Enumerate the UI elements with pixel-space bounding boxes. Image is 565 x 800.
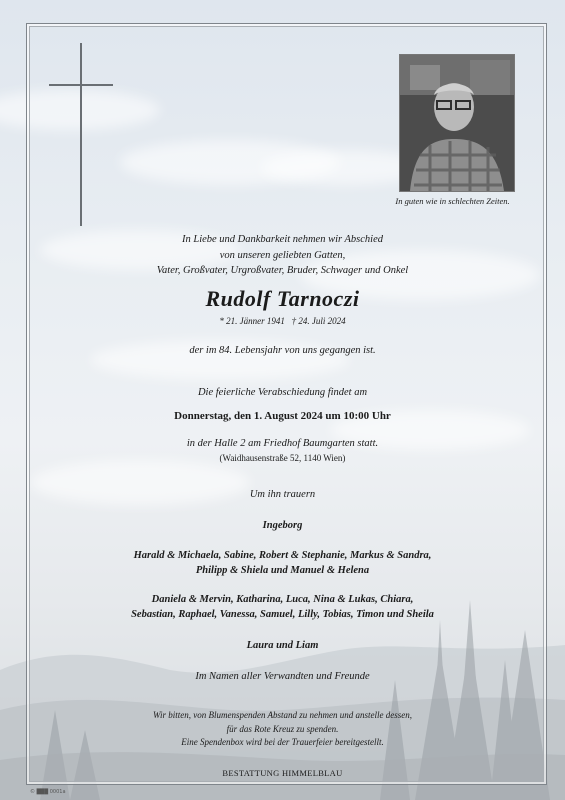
donation-line-2: für das Rote Kreuz zu spenden. xyxy=(226,724,339,734)
life-dates: * 21. Jänner 1941 † 24. Juli 2024 xyxy=(219,316,346,326)
family-group-1-line-2: Philipp & Shiela und Manuel & Helena xyxy=(195,565,370,576)
family-group-3: Laura und Liam xyxy=(246,640,319,651)
footer-code: © ███ 0001a xyxy=(30,789,66,795)
photo-caption: In guten wie in schlechten Zeiten. xyxy=(395,196,510,206)
relatives-line: Im Namen aller Verwandten und Freunde xyxy=(195,671,370,682)
cross-icon-vertical xyxy=(80,43,82,226)
funeral-home: BESTATTUNG HIMMELBLAU xyxy=(222,768,343,778)
farewell-date: Donnerstag, den 1. August 2024 um 10:00 Uhr xyxy=(174,410,391,422)
intro-line-1: In Liebe und Dankbarkeit nehmen wir Abschied xyxy=(181,234,384,245)
age-line: der im 84. Lebensjahr von uns gegangen ist. xyxy=(189,345,376,356)
portrait-photo xyxy=(400,55,514,191)
family-group-2-line-2: Sebastian, Raphael, Vanessa, Samuel, Lilly, Tobias, Timon und Sheila xyxy=(131,609,434,620)
mourners-intro: Um ihn trauern xyxy=(249,489,316,500)
deceased-name: Rudolf Tarnoczi xyxy=(205,286,360,311)
intro-line-2: von unseren geliebten Gatten, xyxy=(219,250,346,261)
farewell-place: in der Halle 2 am Friedhof Baumgarten statt. xyxy=(186,438,379,449)
farewell-intro: Die feierliche Verabschiedung findet am xyxy=(197,387,368,398)
intro-line-3: Vater, Großvater, Urgroßvater, Bruder, Schwager und Onkel xyxy=(156,265,409,276)
mourner-primary: Ingeborg xyxy=(262,520,303,531)
family-group-1-line-1: Harald & Michaela, Sabine, Robert & Stephanie, Markus & Sandra, xyxy=(133,550,432,561)
farewell-address: (Waidhausenstraße 52, 1140 Wien) xyxy=(219,453,346,463)
family-group-2-line-1: Daniela & Mervin, Katharina, Luca, Nina & Lukas, Chiara, xyxy=(151,594,414,605)
donation-line-3: Eine Spendenbox wird bei der Trauerfeier bereitgestellt. xyxy=(181,737,384,747)
donation-line-1: Wir bitten, von Blumenspenden Abstand zu nehmen und anstelle dessen, xyxy=(152,710,413,720)
cross-icon-horizontal xyxy=(49,84,113,86)
